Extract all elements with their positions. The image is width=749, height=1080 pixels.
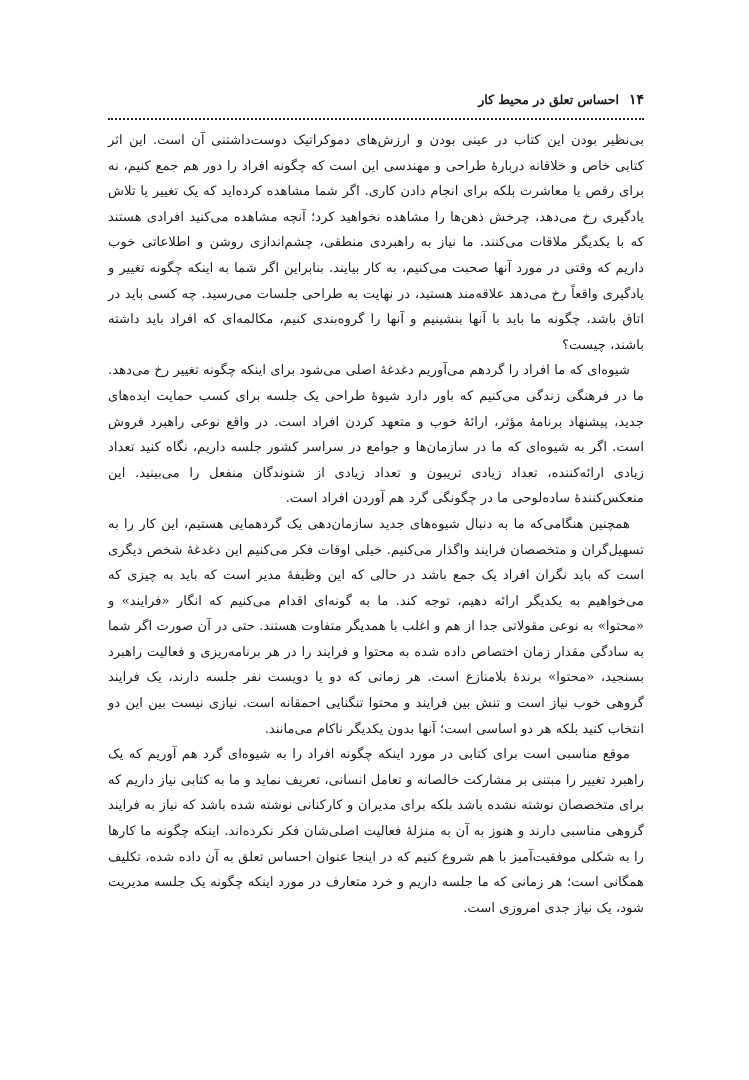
paragraph: شیوه‌ای که ما افراد را گردهم می‌آوریم دغدغهٔ اصلی می‌شود برای اینکه چگونه تغییر رخ می‌دهد. ما در فرهنگی زندگی می‌کنیم که باور دارد شیوهٔ طراحی یک جلسه برای کسب حمایت ایده‌های جدید، پیشنهاد برنامهٔ مؤثر، ارائهٔ خوب و متعهد کردن افراد است. در واقع نوعی راهبرد فروش است. اگر به شیوه‌ای که ما در سازمان‌ها و جوامع در سراسر کشور جلسه داریم، نگاه کنید تعداد زیادی ارائه‌کننده، تعداد زیادی تریبون و تعداد زیادی از شنوندگان منفعل را می‌بینید. این منعکس‌کنندهٔ ساده‌لوحی ما در چگونگی گرد هم آوردن افراد است. <box>108 363 644 507</box>
paragraph: همچنین هنگامی‌که ما به دنبال شیوه‌های جدید سازمان‌دهی یک گردهمایی هستیم، این کار را به تسهیل‌گران و متخصصان فرایند واگذار می‌کنیم. خیلی اوقات فکر می‌کنیم این دغدغهٔ شخص دیگری است که باید نگران افراد یک جمع باشد در حالی که این وظیفهٔ مدیر است که باید به چیزی که می‌خواهیم به یکدیگر ارائه دهیم، توجه کند. ما به گونه‌ای اقدام می‌کنیم که انگار «فرایند» و «محتوا» به نوعی مقولاتی جدا از هم و اغلب با همدیگر متفاوت هستند. حتی در آن صورت اگر شما به سادگی مقدار زمان اختصاص داده شده به محتوا و فرایند را در هر برنامه‌ریزی و فعالیت راهبرد بسنجید، «محتوا» برندهٔ بلامنازع است. هر زمانی که دو یا دویست نفر جلسه دارند، یک فرایند گروهی خوب نیاز است و تنش بین فرایند و محتوا تنگنایی احمقانه است. نیازی نیست بین این دو انتخاب کنید بلکه هر دو اساسی است؛ آنها بدون یکدیگر ناکام می‌مانند. <box>108 516 644 737</box>
page-number: ۱۴ <box>628 92 644 108</box>
paragraph: موقع مناسبی است برای کتابی در مورد اینکه چگونه افراد را به شیوه‌ای گرد هم آوریم که یک راهبرد تغییر را مبتنی بر مشارکت خالصانه و تعامل انسانی، تعریف نماید و ما به کتابی نیاز داریم که برای متخصصان نوشته نشده باشد بلکه برای مدیران و کارکنانی نوشته شده باشد که نیاز به فرایند گروهی مناسبی دارند و هنوز به آن به منزلهٔ فعالیت اصلی‌شان فکر نکرده‌اند. اینکه چگونه ما کارها را به شکلی موفقیت‌آمیز با هم شروع کنیم که در اینجا عنوان احساس تعلق به آن داده شده، تکلیف همگانی است؛ هر زمانی که ما جلسه داریم و خرد متعارف در مورد اینکه چگونه یک جلسه مدیریت شود، یک نیاز جدی امروزی است. <box>108 747 644 916</box>
paragraph: بی‌نظیر بودن این کتاب در عینی بودن و ارزش‌های دموکراتیک دوست‌داشتنی آن است. این اثر کتابی خاص و خلاقانه دربارهٔ طراحی و مهندسی این است که چگونه افراد را دور هم جمع کنیم، نه برای رقص یا معاشرت بلکه برای انجام دادن کاری. اگر شما مشاهده کرده‌اید که یک تغییر یا تلاش یادگیری رخ می‌دهد، چرخش ذهن‌ها را مشاهده نخواهید کرد؛ آنچه مشاهده می‌کنید افرادی هستند که با یکدیگر ملاقات می‌کنند. ما نیاز به راهبردی منطقی، چشم‌اندازی روشن و اطلاعاتی خوب داریم که وقتی در مورد آنها صحبت می‌کنیم، به کار بیایند. بنابراین اگر شما به اینکه چگونه تغییر و یادگیری واقعاً رخ می‌دهد علاقه‌مند هستید، در نهایت به طراحی جلسات می‌رسید. چه کسی باید در اتاق باشد، چگونه ما باید با آنها بنشینیم و آنها را گروه‌بندی کنیم، مکالمه‌ای که افراد باید داشته باشند، چیست؟ <box>108 133 644 353</box>
book-page <box>108 92 644 921</box>
body-text <box>108 128 644 921</box>
chapter-title: احساس تعلق در محیط کار <box>478 92 619 107</box>
header-dotted-rule <box>108 118 644 120</box>
running-header <box>108 92 644 114</box>
